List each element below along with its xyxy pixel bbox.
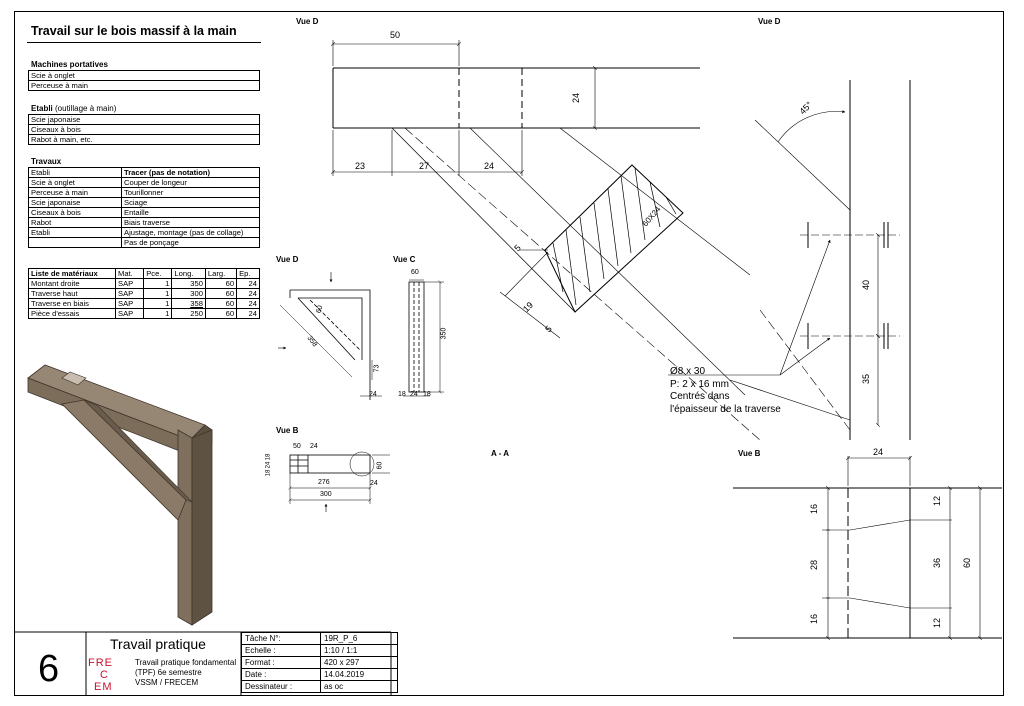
mat-header: Ep. bbox=[237, 269, 260, 279]
view-label: A - A bbox=[491, 449, 510, 458]
mat-cell: 24 bbox=[237, 299, 260, 309]
dim-label: 27 bbox=[419, 161, 430, 171]
travaux-cell: Tourillonner bbox=[122, 188, 260, 198]
large-view-b bbox=[733, 456, 1002, 638]
etabli-heading-text: Etabli bbox=[31, 104, 53, 113]
view-label: Vue C bbox=[393, 255, 416, 264]
dim-label: 16 bbox=[809, 503, 820, 515]
dim-label: 12 bbox=[932, 495, 943, 507]
dim-label: 23 bbox=[355, 161, 366, 171]
dim-label: 24 bbox=[873, 447, 884, 457]
dim-label: 73 bbox=[373, 364, 381, 373]
machine-item: Perceuse à main bbox=[29, 81, 260, 91]
dim-label: 24 bbox=[410, 391, 418, 398]
field-value: 14.04.2019 bbox=[321, 669, 398, 681]
travaux-cell: Ciseaux à bois bbox=[29, 208, 122, 218]
field-key: Date : bbox=[242, 669, 321, 681]
dim-label: 35 bbox=[861, 373, 872, 385]
mat-cell: SAP bbox=[116, 309, 144, 319]
dim-label: 24 bbox=[571, 92, 582, 104]
mat-cell: 358 bbox=[172, 299, 206, 309]
dim-label: 40 bbox=[861, 279, 872, 291]
dim-label: 45° bbox=[797, 99, 815, 117]
subtitle-line: Travail pratique fondamental bbox=[135, 658, 237, 667]
travaux-cell: Etabli bbox=[29, 228, 122, 238]
dim-label: 60 bbox=[411, 269, 419, 276]
logo-line: FRE bbox=[88, 657, 113, 669]
dim-label: 5 bbox=[543, 323, 554, 335]
field-value: 420 x 297 bbox=[321, 657, 398, 669]
view-c bbox=[403, 280, 444, 396]
dowel-note bbox=[670, 366, 781, 416]
mat-cell: 24 bbox=[237, 279, 260, 289]
title-block-fields bbox=[241, 632, 398, 693]
travaux-heading: Travaux bbox=[31, 157, 62, 166]
dim-label: 358 bbox=[305, 334, 319, 349]
dim-label: 350 bbox=[440, 327, 448, 340]
dim-label: 36 bbox=[932, 557, 943, 569]
dim-label: 60 bbox=[315, 304, 325, 315]
dim-label: 50 bbox=[390, 30, 401, 40]
dim-label: 24 bbox=[484, 161, 495, 171]
dim-label: 12 bbox=[932, 617, 943, 629]
small-view-d bbox=[278, 272, 382, 400]
dim-label: 18 bbox=[265, 469, 272, 477]
dim-label: 50 bbox=[293, 443, 301, 450]
travaux-cell: Couper de longeur bbox=[122, 178, 260, 188]
mat-cell: Traverse en biais bbox=[29, 299, 116, 309]
dim-label: 60 bbox=[962, 557, 973, 569]
dim-label: 60X24 bbox=[640, 204, 663, 229]
dim-label: 18 bbox=[265, 453, 272, 461]
dowel-note-line: P: 2 x 16 mm bbox=[670, 378, 729, 390]
mat-cell: Montant droite bbox=[29, 279, 116, 289]
etabli-item: Rabot à main, etc. bbox=[29, 135, 260, 145]
travaux-col2: Tracer (pas de notation) bbox=[122, 168, 260, 178]
dim-label: 24 bbox=[370, 480, 378, 487]
dim-label: 16 bbox=[809, 613, 820, 625]
dim-label: 28 bbox=[809, 559, 820, 571]
mat-cell: 1 bbox=[144, 309, 172, 319]
field-key: Dessinateur : bbox=[242, 681, 321, 693]
mat-header: Long. bbox=[172, 269, 206, 279]
view-label: Vue D bbox=[758, 17, 781, 26]
mat-cell: 60 bbox=[205, 289, 236, 299]
field-value: 1:10 / 1:1 bbox=[321, 645, 398, 657]
dim-label: 24 bbox=[310, 443, 318, 450]
title-block-title: Travail pratique bbox=[110, 636, 206, 652]
mat-cell: 60 bbox=[205, 299, 236, 309]
etabli-item: Ciseaux à bois bbox=[29, 125, 260, 135]
view-label: Vue B bbox=[276, 426, 299, 435]
machine-item: Scie à onglet bbox=[29, 71, 260, 81]
mat-cell: Traverse haut bbox=[29, 289, 116, 299]
travaux-cell: Ajustage, montage (pas de collage) bbox=[122, 228, 260, 238]
mat-cell: 350 bbox=[172, 279, 206, 289]
travaux-cell: Rabot bbox=[29, 218, 122, 228]
field-key: Tâche N°: bbox=[242, 633, 321, 645]
mat-cell: 24 bbox=[237, 289, 260, 299]
view-label: Vue D bbox=[276, 255, 299, 264]
logo-line: C bbox=[100, 669, 109, 681]
dim-label: 19 bbox=[520, 299, 536, 315]
dowel-note-line: Centrés dans bbox=[670, 391, 730, 402]
dim-label: 18 bbox=[423, 391, 431, 398]
field-value: 19R_P_6 bbox=[321, 633, 398, 645]
dowel-note-line: Ø8 x 30 bbox=[670, 366, 706, 377]
dim-label: 18 bbox=[398, 391, 406, 398]
isometric-bracket-illustration bbox=[28, 365, 212, 625]
travaux-col1: Etabli bbox=[29, 168, 122, 178]
field-key: Format : bbox=[242, 657, 321, 669]
travaux-cell: Perceuse à main bbox=[29, 188, 122, 198]
mat-cell: SAP bbox=[116, 299, 144, 309]
field-value: as oc bbox=[321, 681, 398, 693]
dim-label: 24 bbox=[369, 391, 377, 398]
dim-label: 300 bbox=[320, 491, 332, 498]
sheet-title: Travail sur le bois massif à la main bbox=[31, 24, 237, 38]
etabli-item: Scie japonaise bbox=[29, 115, 260, 125]
mat-cell: 60 bbox=[205, 309, 236, 319]
logo-line: EM bbox=[94, 681, 113, 693]
mat-cell: 1 bbox=[144, 289, 172, 299]
subtitle-line: (TPF) 6e semestre bbox=[135, 668, 202, 677]
travaux-cell: Scie japonaise bbox=[29, 198, 122, 208]
machines-heading: Machines portatives bbox=[31, 60, 108, 69]
view-label: Vue D bbox=[296, 17, 319, 26]
subtitle-line: VSSM / FRECEM bbox=[135, 678, 199, 687]
view-label: Vue B bbox=[738, 449, 761, 458]
field-key: Echelle : bbox=[242, 645, 321, 657]
travaux-cell: Entaille bbox=[122, 208, 260, 218]
travaux-cell: Pas de ponçage bbox=[122, 238, 260, 248]
mat-header: Liste de matériaux bbox=[29, 269, 116, 279]
mat-cell: 60 bbox=[205, 279, 236, 289]
mat-cell: SAP bbox=[116, 279, 144, 289]
sheet-number: 6 bbox=[38, 648, 60, 690]
dim-label: 24 bbox=[265, 461, 272, 469]
mat-cell: 1 bbox=[144, 299, 172, 309]
dowel-note-line: l'épaisseur de la traverse bbox=[670, 403, 781, 415]
mat-cell: 1 bbox=[144, 279, 172, 289]
etabli-heading-note: (outillage à main) bbox=[55, 104, 117, 113]
travaux-cell: Biais traverse bbox=[122, 218, 260, 228]
mat-cell: 24 bbox=[237, 309, 260, 319]
mat-cell: 250 bbox=[172, 309, 206, 319]
mat-header: Larg. bbox=[205, 269, 236, 279]
dim-label: 60 bbox=[376, 461, 384, 470]
mat-cell: 300 bbox=[172, 289, 206, 299]
travaux-cell: Sciage bbox=[122, 198, 260, 208]
dim-label: 5 bbox=[512, 242, 523, 254]
title-block-subtitle bbox=[135, 658, 236, 688]
dim-label: 276 bbox=[318, 479, 330, 486]
travaux-cell: Scie à onglet bbox=[29, 178, 122, 188]
mat-cell: SAP bbox=[116, 289, 144, 299]
mat-header: Mat. bbox=[116, 269, 144, 279]
mat-header: Pce. bbox=[144, 269, 172, 279]
mat-cell: Pièce d'essais bbox=[29, 309, 116, 319]
